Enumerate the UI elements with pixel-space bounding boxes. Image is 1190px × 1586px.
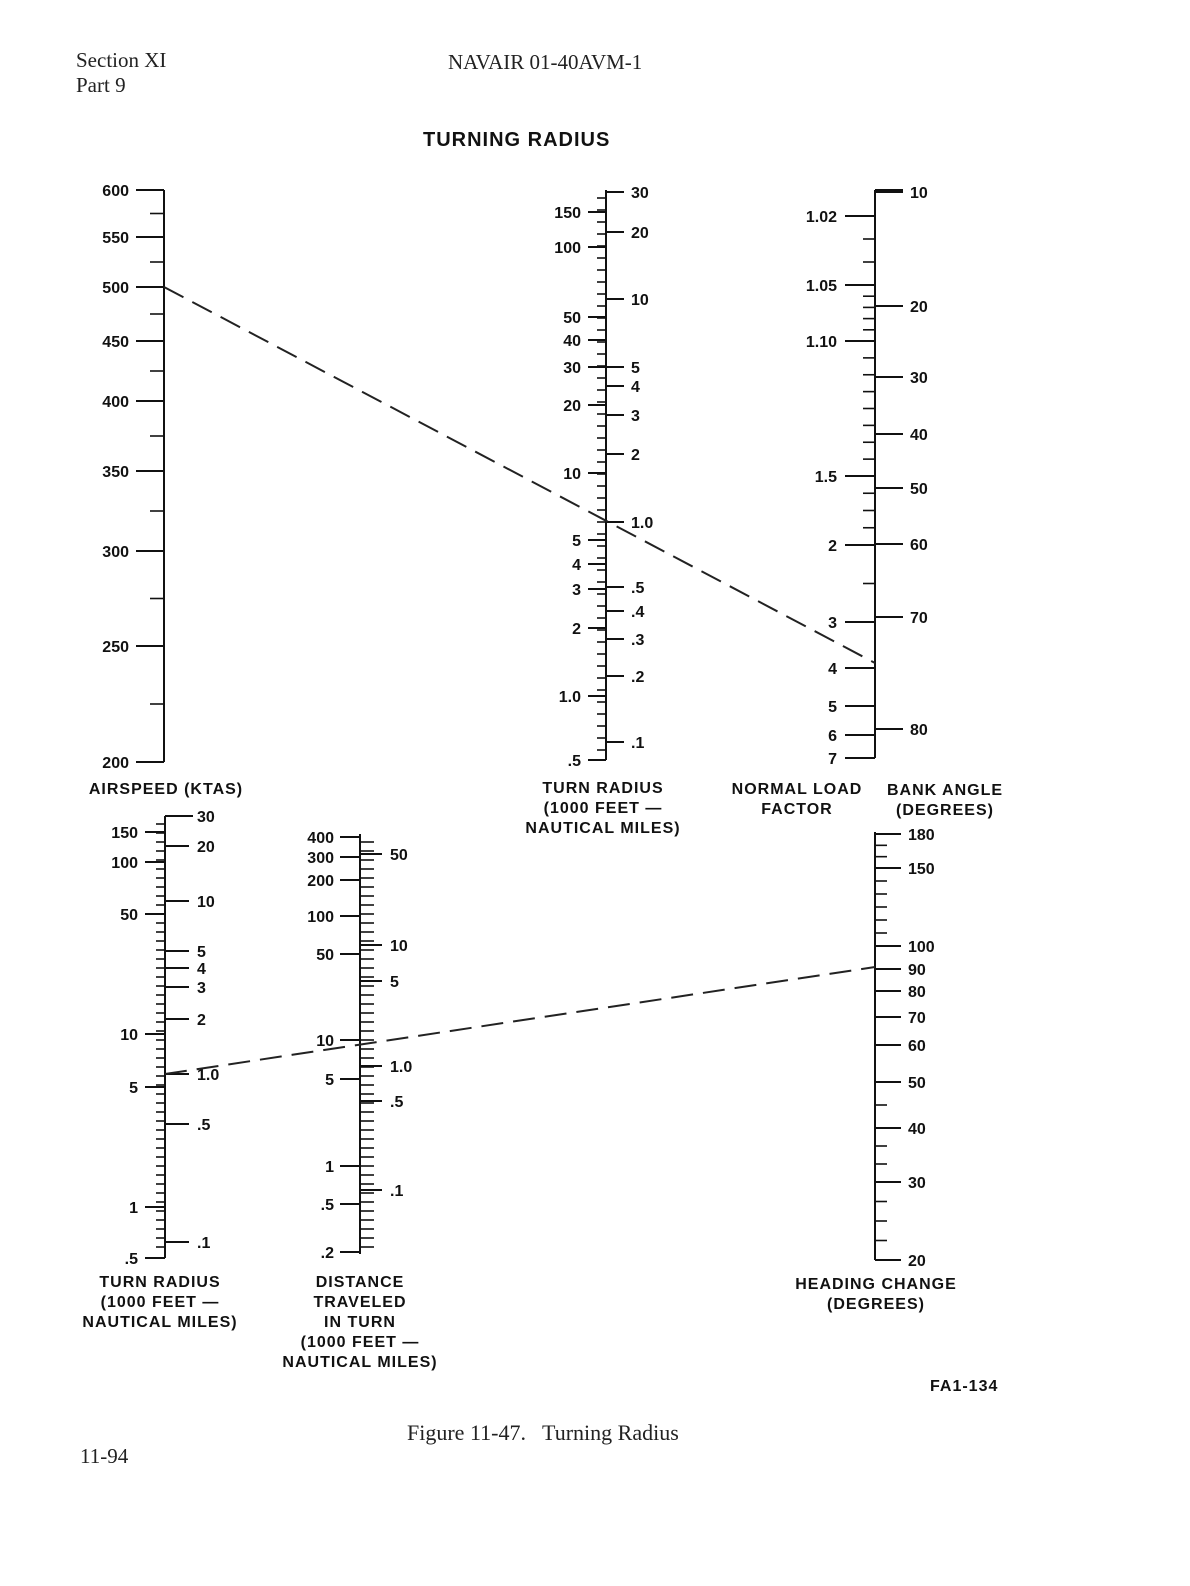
load-factor-tick-label: 1.10	[805, 334, 837, 351]
heading-change-tick-label: 40	[908, 1121, 926, 1138]
turn-radius-feet-tick-label: 20	[563, 398, 581, 415]
turn-radius-feet-tick-label: 10	[563, 466, 581, 483]
bank-angle-axis-label: BANK ANGLE (DEGREES)	[886, 782, 1004, 819]
turn-radius-nm-tick-label: .3	[631, 632, 645, 649]
bank-angle-tick-label: 20	[910, 299, 928, 316]
distance-nm-tick-label: .5	[390, 1094, 404, 1111]
turn-radius-bottom-feet-tick-label: 50	[120, 907, 138, 924]
turn-radius-feet-tick-label: 1.0	[558, 689, 581, 706]
load-factor-tick-label: 2	[828, 538, 837, 555]
turn-radius-bottom-nm-tick-label: 20	[197, 839, 215, 856]
turn-radius-nm-tick-label: .5	[631, 580, 645, 597]
bank-angle-tick-label: 80	[910, 722, 928, 739]
airspeed-axis-tick-label: 450	[102, 334, 129, 351]
turn-radius-feet-tick-label: 3	[572, 582, 581, 599]
turn-radius-nm-tick-label: 3	[631, 408, 640, 425]
turn-radius-nm-tick-label: .4	[631, 604, 645, 621]
turn-radius-feet-tick-label: 5	[572, 533, 581, 550]
airspeed-axis-tick-label: 550	[102, 230, 129, 247]
bank-angle-tick-label: 60	[910, 537, 928, 554]
distance-feet-tick-label: 1	[325, 1159, 334, 1176]
load-factor-tick-label: 6	[828, 728, 837, 745]
bank-angle-tick-label: 40	[910, 427, 928, 444]
distance-feet-tick-label: 50	[316, 947, 334, 964]
distance-nm-tick-label: 5	[390, 974, 399, 991]
part-label: Part 9	[76, 73, 126, 97]
distance-feet-tick-label: 400	[307, 830, 334, 847]
load-factor-tick-label: 3	[828, 615, 837, 632]
distance-feet-tick-label: 300	[307, 850, 334, 867]
turn-radius-feet-tick-label: 30	[563, 360, 581, 377]
distance-feet-tick-label: 5	[325, 1072, 334, 1089]
airspeed-axis-tick-label: 250	[102, 639, 129, 656]
diagram-title: TURNING RADIUS	[423, 129, 611, 151]
heading-change-tick-label: 90	[908, 962, 926, 979]
airspeed-axis-tick-label: 600	[102, 183, 129, 200]
distance-traveled-axis-label: DISTANCE TRAVELED IN TURN (1000 FEET — NAUTICAL MILES)	[282, 1274, 438, 1371]
turn-radius-bottom-axis-label: TURN RADIUS (1000 FEET — NAUTICAL MILES)	[82, 1274, 238, 1331]
airspeed-axis-tick-label: 400	[102, 394, 129, 411]
turn-radius-feet-tick-label: 150	[554, 205, 581, 222]
turn-radius-nm-tick-label: 4	[631, 379, 640, 396]
load-factor-tick-label: 7	[828, 751, 837, 768]
publication-number: NAVAIR 01-40AVM-1	[448, 50, 643, 74]
figure-id: FA1-134	[930, 1378, 999, 1395]
airspeed-axis-tick-label: 200	[102, 755, 129, 772]
heading-change-tick-label: 150	[908, 861, 935, 878]
airspeed-axis-tick-label: 300	[102, 544, 129, 561]
heading-change-tick-label: 30	[908, 1175, 926, 1192]
distance-feet-tick-label: 200	[307, 873, 334, 890]
airspeed-axis-tick-label: 350	[102, 464, 129, 481]
distance-feet-tick-label: 100	[307, 909, 334, 926]
turn-radius-nm-tick-label: 10	[631, 292, 649, 309]
load-factor-axis-label: NORMAL LOAD FACTOR	[731, 781, 863, 818]
turn-radius-feet-tick-label: 40	[563, 333, 581, 350]
load-factor-tick-label: 4	[828, 661, 837, 678]
bank-angle-tick-label: 70	[910, 610, 928, 627]
example-line-airspeed-to-load-factor	[164, 287, 875, 663]
turn-radius-bottom-feet-tick-label: 150	[111, 825, 138, 842]
example-line-radius-to-heading-change	[165, 967, 875, 1074]
turn-radius-axis-label: TURN RADIUS (1000 FEET — NAUTICAL MILES)	[525, 780, 681, 837]
figure-caption: Figure 11-47. Turning Radius	[407, 1420, 679, 1445]
turn-radius-bottom-nm-tick-label: .5	[197, 1117, 211, 1134]
turn-radius-nm-tick-label: .2	[631, 669, 645, 686]
section-label: Section XI	[76, 48, 167, 72]
turn-radius-bottom-nm-tick-label: 5	[197, 944, 206, 961]
distance-nm-tick-label: .1	[390, 1183, 404, 1200]
turn-radius-bottom-feet-tick-label: .5	[124, 1251, 138, 1268]
heading-change-tick-label: 180	[908, 827, 935, 844]
distance-feet-tick-label: .5	[320, 1197, 334, 1214]
heading-change-tick-label: 50	[908, 1075, 926, 1092]
distance-nm-tick-label: 10	[390, 938, 408, 955]
distance-feet-tick-label: .2	[320, 1245, 334, 1262]
heading-change-tick-label: 100	[908, 939, 935, 956]
turn-radius-bottom-nm-tick-label: 1.0	[197, 1067, 220, 1084]
turn-radius-nm-tick-label: .1	[631, 735, 645, 752]
heading-change-tick-label: 20	[908, 1253, 926, 1270]
turn-radius-nm-tick-label: 20	[631, 225, 649, 242]
load-factor-tick-label: 1.5	[814, 469, 837, 486]
turn-radius-nm-tick-label: 2	[631, 447, 640, 464]
turn-radius-feet-tick-label: 50	[563, 310, 581, 327]
bank-angle-tick-label: 30	[910, 370, 928, 387]
bank-angle-tick-label: 50	[910, 481, 928, 498]
heading-change-axis-label: HEADING CHANGE (DEGREES)	[795, 1276, 957, 1313]
load-factor-tick-label: 5	[828, 699, 837, 716]
page-number: 11-94	[80, 1444, 129, 1468]
distance-feet-tick-label: 10	[316, 1033, 334, 1050]
turn-radius-feet-tick-label: .5	[567, 753, 581, 770]
turn-radius-feet-tick-label: 100	[554, 240, 581, 257]
turn-radius-nm-tick-label: 5	[631, 360, 640, 377]
airspeed-axis-tick-label: 500	[102, 280, 129, 297]
turn-radius-feet-tick-label: 4	[572, 557, 581, 574]
bank-angle-tick-label: 10	[910, 185, 928, 202]
turn-radius-nm-tick-label: 30	[631, 185, 649, 202]
heading-change-tick-label: 80	[908, 984, 926, 1001]
turn-radius-bottom-feet-tick-label: 100	[111, 855, 138, 872]
turn-radius-bottom-feet-tick-label: 10	[120, 1027, 138, 1044]
turn-radius-feet-tick-label: 2	[572, 621, 581, 638]
turn-radius-bottom-feet-tick-label: 1	[129, 1200, 138, 1217]
airspeed-axis-label: AIRSPEED (KTAS)	[88, 781, 244, 798]
load-factor-tick-label: 1.05	[805, 278, 837, 295]
turn-radius-nm-tick-label: 1.0	[631, 515, 654, 532]
turn-radius-bottom-nm-tick-label: 3	[197, 980, 206, 997]
distance-nm-tick-label: 50	[390, 847, 408, 864]
heading-change-tick-label: 70	[908, 1010, 926, 1027]
turn-radius-bottom-nm-tick-label: 4	[197, 961, 206, 978]
turn-radius-bottom-nm-tick-label: 2	[197, 1012, 206, 1029]
turn-radius-bottom-feet-tick-label: 5	[129, 1080, 138, 1097]
turn-radius-bottom-nm-tick-label: 30	[197, 809, 215, 826]
distance-nm-tick-label: 1.0	[390, 1059, 413, 1076]
turn-radius-bottom-nm-tick-label: .1	[197, 1235, 211, 1252]
load-factor-tick-label: 1.02	[805, 209, 837, 226]
heading-change-tick-label: 60	[908, 1038, 926, 1055]
turn-radius-bottom-nm-tick-label: 10	[197, 894, 215, 911]
